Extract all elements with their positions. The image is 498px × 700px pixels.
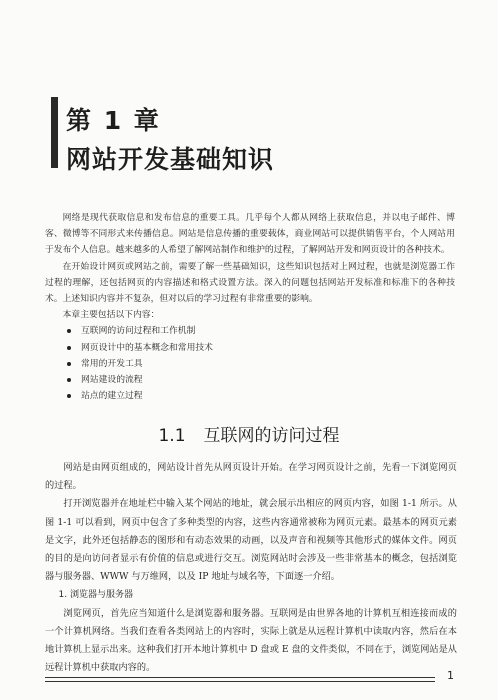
page-number: 1 <box>447 669 454 682</box>
chapter-number: 第 1 章 <box>66 106 161 135</box>
list-item <box>67 323 455 339</box>
bullet-icon <box>67 362 71 366</box>
intro-paragraph: 本章主要包括以下内容： <box>62 310 160 321</box>
body-paragraph: 浏览网页，首先应当知道什么是浏览器和服务器。互联网是由世界各地的计算机互相连接而成的一个计算机网络。当我们查看各类网站上的内容时，实际上就是从远程计算机中读取内容，然后在本地计算机上显示出来。这种我们打开本地计算机中 D 盘或 E 盘的文件类似，不同在于，浏览网站是从远程计算机中获取内容的。 <box>45 607 457 674</box>
section-heading <box>0 421 498 446</box>
list-item <box>67 340 455 356</box>
list-item <box>67 388 455 404</box>
chapter-title: 网站开发基础知识 <box>66 145 275 174</box>
footer-rule <box>45 681 435 682</box>
list-item-label: 互联网的访问过程和工作机制 <box>81 326 196 337</box>
list-item <box>67 356 455 372</box>
chapter-contents-list <box>45 323 455 404</box>
bullet-icon <box>67 378 71 382</box>
list-item-label: 网页设计中的基本概念和常用技术 <box>81 342 213 353</box>
bullet-icon <box>67 394 71 398</box>
body-paragraph: 网站是由网页组成的，网站设计首先从网页设计开始。在学习网页设计之前，先看一下浏览网页的过程。 <box>45 462 457 492</box>
footer-rule <box>45 677 435 678</box>
list-item-label: 网站建设的流程 <box>81 375 143 386</box>
chapter-intro <box>45 210 455 404</box>
list-item <box>67 372 455 388</box>
section-title: 互联网的访问过程 <box>203 426 340 446</box>
section-number: 1.1 <box>158 426 186 446</box>
bullet-icon <box>67 329 71 333</box>
body-paragraph: 打开浏览器并在地址栏中输入某个网站的地址，就会展示出相应的网页内容，如图 1-1 所示。从图 1-1 可以看到，网页中包含了多种类型的内容，这些内容通常被称为网页元素。最基本的网页元素是文字，此外还包括静态的图形和有动态效果的动画，以及声音和视频等其他形式的媒体文件。网页的目的是向访问者显示有价值的信息或进行交互。浏览网站时会涉及一些非常基本的概念，包括浏览器与服务器、WWW 与万维网，以及 IP 地址与域名等，下面逐一介绍。 <box>45 498 457 583</box>
bullet-icon <box>67 346 71 350</box>
section-body <box>45 459 457 677</box>
subsection-heading: 1. 浏览器与服务器 <box>58 590 133 601</box>
chapter-accent-bar <box>51 97 58 168</box>
list-item-label: 站点的建立过程 <box>81 391 143 402</box>
intro-paragraph: 网络是现代获取信息和发布信息的重要工具。几乎每个人都从网络上获取信息，并以电子邮件、博客、微博等不同形式来传播信息。网站是信息传播的重要载体，商业网站可以提供销售平台，个人网站用于发布个人信息。越来越多的人希望了解网站制作和维护的过程，了解网站开发和网页设计的各种技术。 <box>45 213 455 256</box>
list-item-label: 常用的开发工具 <box>81 358 143 369</box>
intro-paragraph: 在开始设计网页或网站之前，需要了解一些基础知识，这些知识包括对上网过程，也就是浏览器工作过程的理解，还包括网页的内容描述和格式设置方法。深入的问题包括网站开发标准和标准下的各种技术。上述知识内容并不复杂，但对以后的学习过程有非常重要的影响。 <box>45 261 455 305</box>
